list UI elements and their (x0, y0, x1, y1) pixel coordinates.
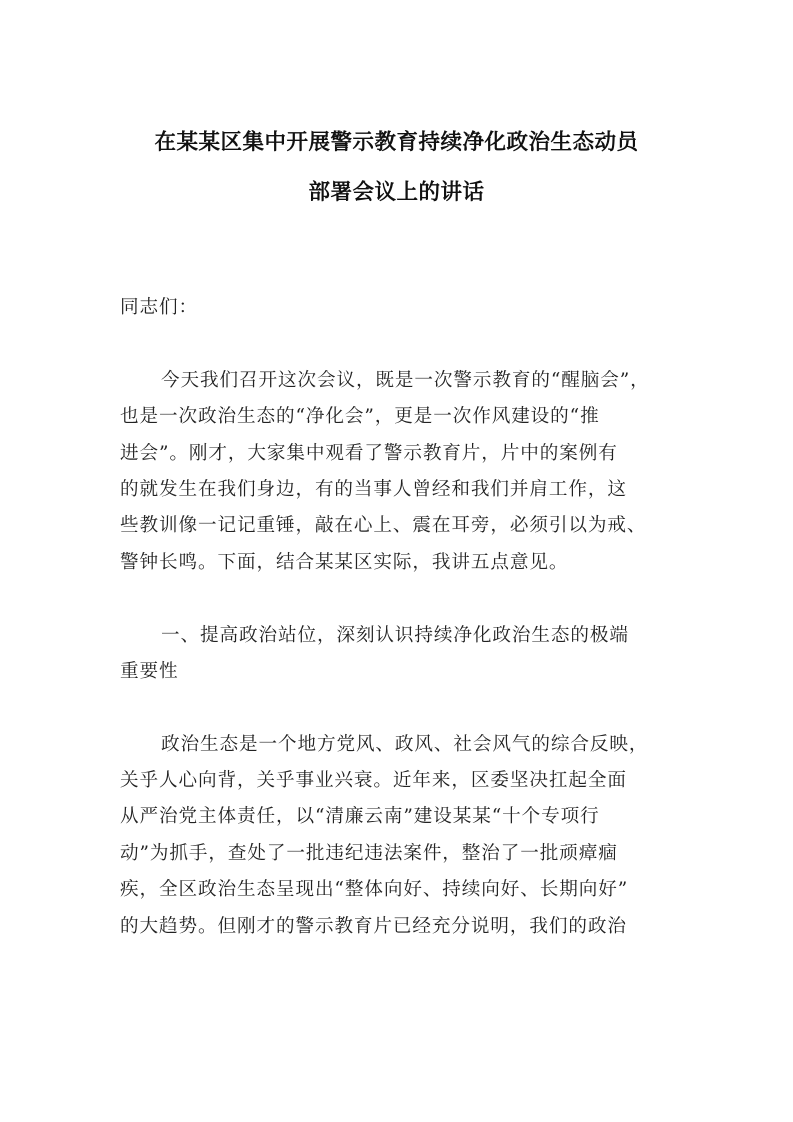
paragraph-line: 从严治党主体责任，以“清廉云南”建设某某“十个专项行 (120, 806, 600, 828)
title-line-1: 在某某区集中开展警示教育持续净化政治生态动员 (154, 130, 639, 155)
paragraph-line: 的大趋势。但刚才的警示教育片已经充分说明，我们的政治 (120, 915, 627, 937)
document-title (0, 118, 793, 218)
section-heading-1 (120, 618, 675, 691)
paragraph-line: 也是一次政治生态的“净化会”，更是一次作风建设的“推 (120, 406, 600, 428)
paragraph-line: 疾，全区政治生态呈现出“整体向好、持续向好、长期向好” (120, 879, 629, 901)
paragraph-line: 政治生态是一个地方党风、政风、社会风气的综合反映， (161, 733, 649, 755)
heading-line: 一、提高政治站位，深刻认识持续净化政治生态的极端 (161, 624, 629, 646)
greeting: 同志们： (120, 297, 198, 318)
paragraph-line: 今天我们召开这次会议，既是一次警示教育的“醒脑会”， (161, 369, 650, 391)
paragraph-line: 些教训像一记记重锤，敲在心上、震在耳旁，必须引以为戒、 (120, 515, 647, 537)
paragraph-line: 警钟长鸣。下面，结合某某区实际，我讲五点意见。 (120, 551, 569, 573)
paragraph-spacer (120, 690, 675, 726)
heading-line: 重要性 (120, 660, 179, 682)
paragraph-1 (120, 363, 675, 581)
paragraph-spacer (120, 326, 675, 362)
paragraph-line: 动”为抓手，查处了一批违纪违法案件，整治了一批顽瘴痼 (120, 842, 618, 864)
paragraph-line: 的就发生在我们身边，有的当事人曾经和我们并肩工作，这 (120, 478, 627, 500)
paragraph-line: 进会”。刚才，大家集中观看了警示教育片，片中的案例有 (120, 442, 618, 464)
title-line-2: 部署会议上的讲话 (308, 180, 485, 205)
paragraph-line: 关乎人心向背，关乎事业兴衰。近年来，区委坚决扛起全面 (120, 770, 627, 792)
paragraph-spacer (120, 581, 675, 617)
document-body (120, 290, 675, 945)
paragraph-2 (120, 727, 675, 945)
